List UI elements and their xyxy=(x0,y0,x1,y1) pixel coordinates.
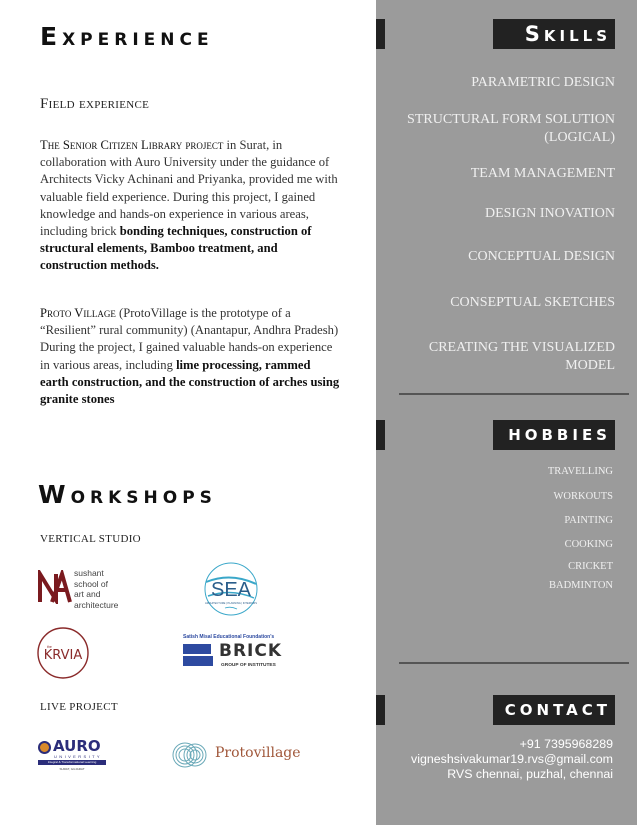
protovillage-text: Protovillage xyxy=(215,745,301,761)
heading-cap: S xyxy=(524,22,544,46)
contact-tab-marker xyxy=(376,695,385,725)
krvia-mark-icon xyxy=(36,626,90,680)
hobbies-heading: HOBBIES xyxy=(493,420,615,450)
project-highlight: bonding techniques, construction of structural elements, Bamboo treatment, and construction methods. xyxy=(40,224,312,273)
hobby-item: TRAVELLING xyxy=(547,466,613,477)
project-title: The Senior Citizen Library project xyxy=(40,138,224,152)
field-project-protovillage xyxy=(40,305,340,408)
sea-logo xyxy=(192,560,270,618)
hobby-item: BADMINTON xyxy=(549,580,613,591)
auro-text: AURO xyxy=(53,737,101,755)
svg-text:SEA: SEA xyxy=(210,579,252,601)
sushant-line: school of xyxy=(74,578,109,589)
hobbies-tab-marker xyxy=(376,420,385,450)
vertical-studio-label: VERTICAL STUDIO xyxy=(40,533,141,545)
divider xyxy=(399,662,629,664)
contact-heading: CONTACT xyxy=(493,695,615,725)
protovillage-logo xyxy=(170,740,300,770)
live-project-label: LIVE PROJECT xyxy=(40,701,118,713)
brick-block-icon xyxy=(183,656,213,666)
heading-rest: ORKSHOPS xyxy=(70,488,217,508)
skill-item: CONSEPTUAL SKETCHES xyxy=(450,295,615,310)
contact-address: RVS chennai, puzhal, chennai xyxy=(447,767,613,781)
hobby-item: COOKING xyxy=(564,539,613,550)
krvia-logo xyxy=(36,626,90,680)
heading-rest: KILLS xyxy=(543,27,611,45)
brick-block-icon xyxy=(183,644,211,654)
heading-cap: W xyxy=(38,480,71,509)
sushant-mark-icon xyxy=(38,570,72,604)
protovillage-mark-icon xyxy=(170,740,210,770)
skill-item: STRUCTURAL FORM SOLUTION (LOGICAL) xyxy=(407,112,615,145)
contact-email[interactable]: vigneshsivakumar19.rvs@gmail.com xyxy=(411,752,613,766)
svg-text:KRVIA: KRVIA xyxy=(43,648,83,663)
sushant-line: architecture xyxy=(74,599,119,610)
contact-phone[interactable]: +91 7395968289 xyxy=(519,737,613,751)
hobby-item: PAINTING xyxy=(564,515,613,526)
heading-cap: E xyxy=(40,22,63,51)
auro-city: SURAT, GUJARAT xyxy=(59,767,85,771)
field-experience-subheading: Field experience xyxy=(40,96,150,112)
auro-sub-text: UNIVERSITY xyxy=(54,754,103,759)
auro-band: Integral & Transformational Learning xyxy=(38,760,106,765)
sushant-line: sushant xyxy=(74,568,104,578)
divider xyxy=(399,393,629,395)
sea-mark-icon xyxy=(192,560,270,618)
experience-heading xyxy=(40,22,214,51)
hobby-item: CRICKET xyxy=(568,561,613,572)
project-highlight: lime processing, rammed earth construction, and the construction of arches using granite stones xyxy=(40,357,340,407)
field-project-senior-library xyxy=(40,137,340,275)
workshops-heading xyxy=(38,480,217,509)
project-title: Proto Village xyxy=(40,306,116,320)
heading-rest: XPERIENCE xyxy=(62,30,214,50)
sushant-logo xyxy=(38,568,128,608)
skill-item: PARAMETRIC DESIGN xyxy=(471,75,615,90)
brick-sub-text: GROUP OF INSTITUTES xyxy=(221,663,276,668)
skill-item: CONCEPTUAL DESIGN xyxy=(468,249,615,264)
project-body: in Surat, in collaboration with Auro University under the guidance of Architects Vicky Achinani and Priyanka, provided me with valuable field experience. During this project, I gained knowledge and hands-on experience in various areas, including brick xyxy=(40,138,338,239)
svg-text:ARCHITECTURE | PLANNING | INTE: ARCHITECTURE | PLANNING | INTERIORS xyxy=(205,602,257,605)
brick-text: BRICK xyxy=(219,641,283,661)
sushant-line: art and xyxy=(74,589,101,599)
hobby-item: WORKOUTS xyxy=(553,491,613,502)
skill-item: CREATING THE VISUALIZED MODEL xyxy=(428,340,615,373)
sushant-text xyxy=(74,568,118,610)
project-body: (ProtoVillage is the prototype of a “Resilient” rural community) (Anantapur, Andhra Pradesh) During the project, I gained valuable hands-on experience in various areas, including xyxy=(40,306,339,372)
svg-text:the: the xyxy=(47,645,52,649)
auro-emblem-icon xyxy=(38,741,51,754)
brick-logo xyxy=(183,634,283,674)
brick-top-text: Satish Misal Educational Foundation's xyxy=(183,634,275,640)
auro-logo xyxy=(38,737,110,772)
skill-item: DESIGN INOVATION xyxy=(484,206,615,221)
skills-heading xyxy=(493,19,615,49)
skill-item: TEAM MANAGEMENT xyxy=(470,166,615,181)
skills-tab-marker xyxy=(376,19,385,49)
